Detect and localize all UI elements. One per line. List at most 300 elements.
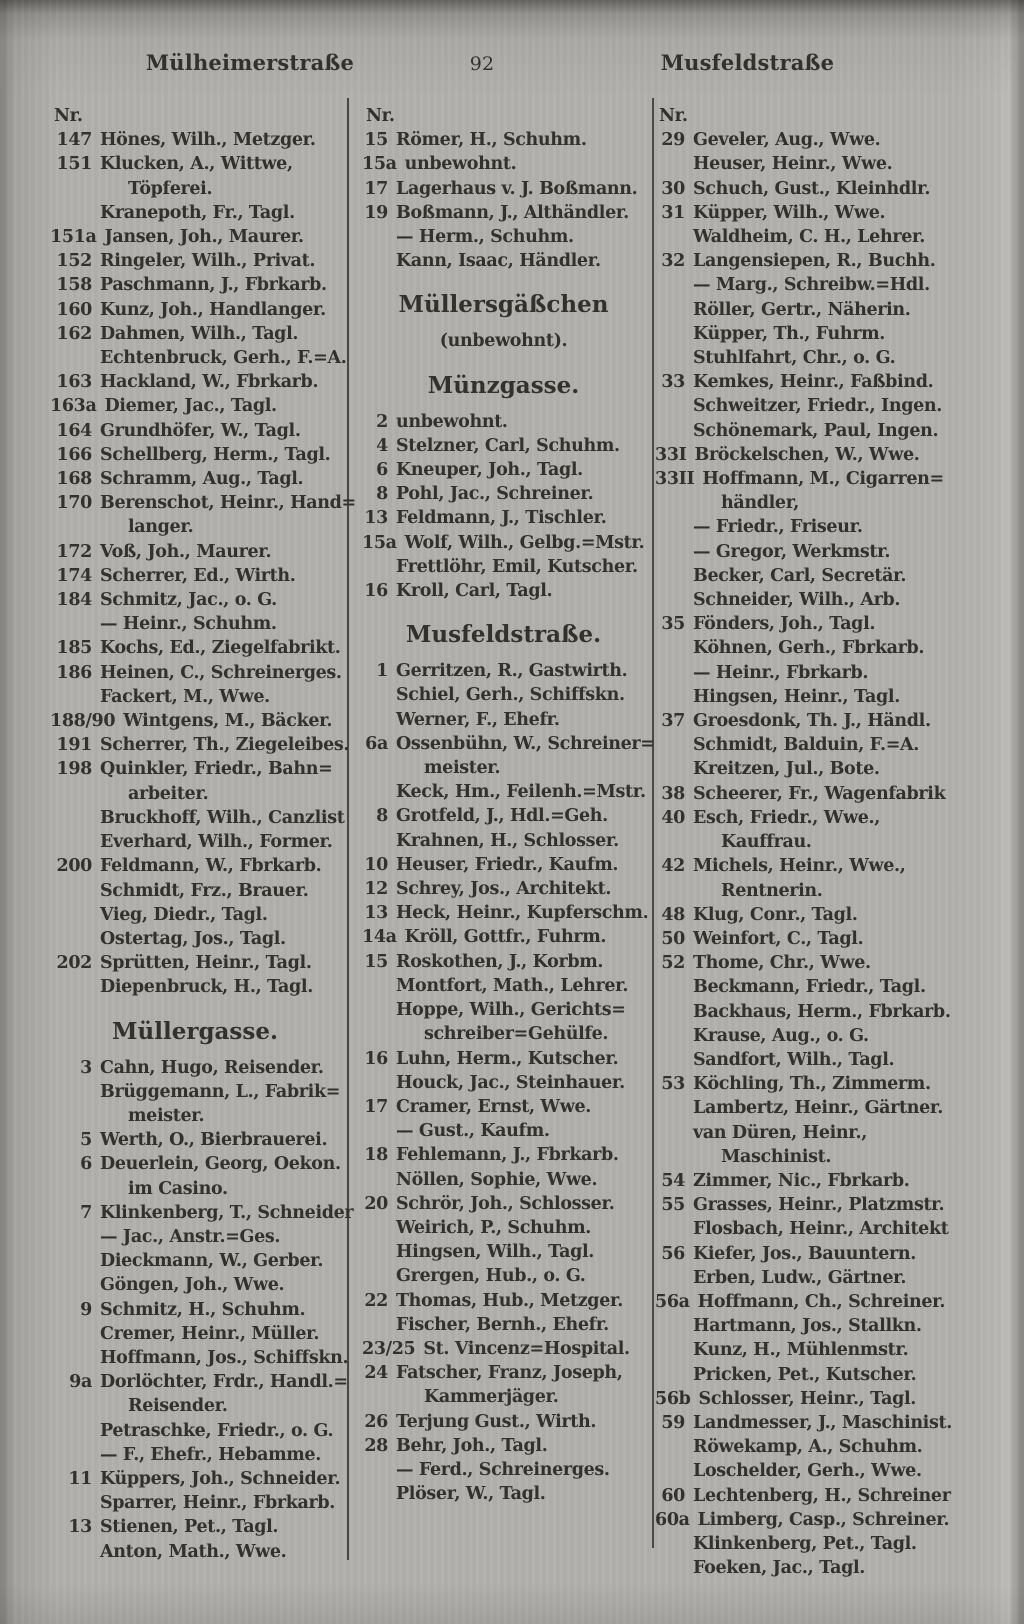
entry-line [362, 555, 645, 579]
resident-text: Hackland, W., Fbrkarb. [100, 372, 319, 393]
resident-text: — Gust., Kaufm. [396, 1121, 550, 1142]
resident-text: Scherrer, Th., Ziegeleibes. [100, 735, 350, 756]
directory-entry [655, 394, 1005, 418]
house-number: 56a [655, 1291, 690, 1312]
house-number: 184 [56, 590, 92, 611]
entry-line [50, 370, 340, 394]
entry-line [655, 1193, 1005, 1217]
house-number: 23/25 [362, 1338, 416, 1359]
house-number: 19 [364, 202, 388, 223]
resident-text: Klinkenberg, Pet., Tagl. [693, 1533, 917, 1554]
directory-entry [362, 853, 645, 877]
resident-text: Hönes, Wilh., Metzger. [100, 130, 316, 151]
entry-line [362, 877, 645, 901]
house-number: 30 [661, 178, 685, 199]
resident-text: Thomas, Hub., Metzger. [396, 1290, 623, 1311]
resident-text: Dahmen, Wilh., Tagl. [100, 323, 299, 344]
entry-line [655, 1532, 1005, 1556]
entry-line [362, 1410, 645, 1434]
house-number: 13 [364, 903, 388, 924]
house-number: 186 [56, 662, 92, 683]
directory-entry [50, 249, 340, 273]
resident-text: Hingsen, Wilh., Tagl. [396, 1242, 594, 1263]
resident-text: Zimmer, Nic., Fbrkarb. [693, 1170, 910, 1191]
entry-line [655, 806, 1005, 830]
directory-entry [50, 709, 340, 733]
entry-line [655, 1048, 1005, 1072]
entry-line [655, 757, 1005, 781]
house-number: 35 [661, 614, 685, 635]
resident-text: Stienen, Pet., Tagl. [100, 1517, 279, 1538]
resident-text: Brüggemann, L., Fabrik= [100, 1081, 341, 1102]
entry-line [50, 927, 340, 951]
resident-text: Lambertz, Heinr., Gärtner. [693, 1098, 943, 1119]
resident-text: Echtenbruck, Gerh., F.=A. [100, 348, 347, 369]
directory-entry [362, 1095, 645, 1119]
entry-line [50, 661, 340, 685]
house-number: 15 [364, 951, 388, 972]
directory-entry [362, 901, 649, 925]
resident-text: Heuser, Heinr., Wwe. [693, 154, 893, 175]
house-number: 53 [661, 1074, 685, 1095]
entry-line [362, 1168, 645, 1192]
house-number: 16 [364, 581, 388, 602]
directory-entry [655, 515, 1005, 539]
entry-line [50, 491, 356, 515]
entry-line [362, 829, 645, 853]
directory-entry [50, 685, 340, 709]
house-number: 40 [661, 807, 685, 828]
entry-line [362, 410, 645, 434]
entry-line [50, 249, 340, 273]
directory-entry [655, 467, 1005, 515]
entry-line [362, 1047, 645, 1071]
directory-entry [362, 1264, 645, 1288]
section-note: (unbewohnt). [439, 331, 568, 352]
entry-line [362, 925, 645, 949]
house-number: 56 [661, 1243, 685, 1264]
street-section-heading: Münzgasse. [427, 371, 580, 399]
entry-line [50, 1515, 340, 1539]
resident-text: Stuhlfahrt, Chr., o. G. [693, 348, 896, 369]
house-number: 174 [56, 565, 92, 586]
directory-entry [362, 128, 645, 152]
directory-entry [362, 1458, 645, 1482]
house-number: 6a [365, 733, 388, 754]
entry-line-continuation: langer. [128, 517, 194, 538]
entry-line [50, 394, 340, 418]
entry-line [655, 709, 1005, 733]
entry-line [50, 1249, 340, 1273]
directory-entry [50, 588, 340, 612]
resident-text: Erben, Ludw., Gärtner. [693, 1267, 907, 1288]
house-number: 54 [661, 1170, 685, 1191]
entry-line [655, 467, 1005, 491]
entry-line [50, 1298, 340, 1322]
house-number: 29 [661, 130, 685, 151]
directory-entry [50, 1201, 354, 1225]
entry-line [655, 1484, 1005, 1508]
resident-text: Römer, H., Schuhm. [396, 130, 587, 151]
resident-text: Schmitz, Jac., o. G. [100, 590, 277, 611]
resident-text: Feldmann, J., Tischler. [396, 508, 607, 529]
entry-line [50, 419, 340, 443]
resident-text: Petraschke, Friedr., o. G. [100, 1420, 334, 1441]
entry-line [655, 1169, 1005, 1193]
resident-text: Becker, Carl, Secretär. [693, 565, 907, 586]
resident-text: Dieckmann, W., Gerber. [100, 1251, 324, 1272]
entry-line [50, 1201, 354, 1225]
entry-line [655, 1387, 1005, 1411]
entry-line-continuation: im Casino. [128, 1178, 228, 1199]
directory-entry [50, 1467, 340, 1491]
directory-entry [362, 1289, 645, 1313]
resident-text: Gerritzen, R., Gastwirth. [396, 661, 628, 682]
directory-entry [655, 1411, 1005, 1435]
directory-entry [362, 708, 645, 732]
directory-entry [50, 1080, 340, 1128]
entry-line [50, 951, 340, 975]
entry-line-continuation: meister. [128, 1105, 205, 1126]
resident-text: Kemkes, Heinr., Faßbind. [693, 372, 934, 393]
resident-text: — Jac., Anstr.=Ges. [100, 1226, 281, 1247]
directory-entry [655, 709, 1005, 733]
house-number: 60 [661, 1485, 685, 1506]
resident-text: Heck, Heinr., Kupferschm. [396, 903, 649, 924]
house-number: 7 [80, 1202, 92, 1223]
resident-text: Wolf, Wilh., Gelbg.=Mstr. [404, 532, 645, 553]
house-number: 160 [56, 299, 92, 320]
house-number: 22 [364, 1290, 388, 1311]
entry-line [362, 1361, 645, 1385]
house-number: 5 [80, 1130, 92, 1151]
entry-line [50, 346, 347, 370]
resident-text: Hoffmann, Ch., Schreiner. [697, 1291, 946, 1312]
entry-line [362, 1289, 645, 1313]
directory-entry [50, 1491, 340, 1515]
resident-text: Keck, Hm., Feilenh.=Mstr. [396, 782, 646, 803]
directory-entry [655, 903, 1005, 927]
entry-line [50, 830, 340, 854]
entry-line [655, 1290, 1005, 1314]
resident-text: Nöllen, Sophie, Wwe. [396, 1169, 598, 1190]
entry-line [655, 1217, 1005, 1241]
resident-text: Röwekamp, A., Schuhm. [693, 1437, 923, 1458]
directory-entry [362, 1240, 645, 1264]
entry-line [655, 1338, 1005, 1362]
entry-line [655, 733, 1005, 757]
directory-entry [362, 804, 645, 828]
house-number: 202 [56, 953, 92, 974]
entry-line [50, 322, 340, 346]
entry-line [362, 804, 645, 828]
directory-entry [362, 579, 645, 603]
entry-line-continuation: Kammerjäger. [424, 1387, 559, 1408]
directory-entry [50, 1249, 340, 1273]
directory-entry [655, 782, 1005, 806]
resident-text: Fackert, M., Wwe. [100, 686, 270, 707]
entry-line [362, 732, 655, 756]
resident-text: Sprütten, Heinr., Tagl. [100, 953, 312, 974]
directory-entry [655, 975, 1005, 999]
directory-entry [50, 854, 340, 878]
directory-entry [362, 152, 645, 176]
directory-entry [362, 1410, 645, 1434]
resident-text: Sandfort, Wilh., Tagl. [693, 1049, 895, 1070]
directory-entry [655, 1338, 1005, 1362]
entry-line [362, 1071, 645, 1095]
entry-line [655, 273, 1005, 297]
house-number: 16 [364, 1048, 388, 1069]
entry-line [50, 564, 340, 588]
resident-text: Luhn, Herm., Kutscher. [396, 1048, 619, 1069]
directory-entry [50, 540, 340, 564]
directory-entry [50, 733, 350, 757]
directory-entry [362, 555, 645, 579]
directory-entry [655, 540, 1005, 564]
directory-entry [362, 1337, 645, 1361]
house-number: 163a [50, 396, 97, 417]
header-street-right: Musfeldstraße [660, 50, 835, 75]
directory-entry [362, 659, 645, 683]
directory-entry [50, 636, 340, 660]
entry-line [362, 201, 645, 225]
resident-text: Voß, Joh., Maurer. [100, 541, 272, 562]
directory-entry [50, 1225, 340, 1249]
resident-text: Sparrer, Heinr., Fbrkarb. [100, 1493, 335, 1514]
resident-text: Montfort, Math., Lehrer. [396, 975, 629, 996]
house-number: 6 [80, 1154, 92, 1175]
entry-line [362, 1458, 645, 1482]
street-section-heading: Musfeldstraße. [405, 621, 602, 649]
entry-line [655, 1000, 1005, 1024]
directory-entry [655, 733, 1005, 757]
resident-text: Foeken, Jac., Tagl. [693, 1558, 866, 1579]
resident-text: Fischer, Bernh., Ehefr. [396, 1314, 609, 1335]
resident-text: Houck, Jac., Steinhauer. [396, 1072, 625, 1093]
entry-line [655, 1314, 1005, 1338]
entry-line [655, 927, 1005, 951]
directory-entry [655, 249, 1005, 273]
directory-entry [362, 410, 645, 434]
directory-entry [655, 1193, 1005, 1217]
directory-entry [655, 854, 1005, 902]
resident-text: Kranepoth, Fr., Tagl. [100, 202, 295, 223]
entry-line-continuation: Töpferei. [128, 178, 213, 199]
entry-line [655, 1072, 1005, 1096]
directory-entry [655, 1072, 1005, 1096]
entry-line [362, 974, 645, 998]
house-number: 13 [364, 508, 388, 529]
directory-column-1 [50, 104, 356, 1564]
entry-line [362, 249, 645, 273]
directory-entry [655, 588, 1005, 612]
entry-line [362, 708, 645, 732]
resident-text: Scherrer, Ed., Wirth. [100, 565, 296, 586]
directory-entry [50, 757, 340, 805]
house-number: 55 [661, 1195, 685, 1216]
entry-line [362, 1313, 645, 1337]
house-number: 158 [56, 275, 92, 296]
resident-text: Hoffmann, M., Cigarren= [702, 469, 944, 490]
directory-entry [655, 128, 1005, 152]
directory-entry [655, 177, 1005, 201]
resident-text: Klug, Conr., Tagl. [693, 904, 858, 925]
entry-line [655, 1363, 1005, 1387]
entry-line [50, 709, 340, 733]
entry-line [655, 394, 1005, 418]
directory-entry [50, 419, 340, 443]
directory-entry [655, 1024, 1005, 1048]
entry-line [362, 950, 645, 974]
resident-text: Schmidt, Balduin, F.=A. [693, 735, 920, 756]
directory-entry [362, 683, 645, 707]
directory-entry [362, 434, 645, 458]
entry-line [362, 177, 645, 201]
directory-entry [655, 1532, 1005, 1556]
entry-line [655, 1096, 1005, 1120]
house-number: 42 [661, 856, 685, 877]
house-number: 185 [56, 638, 92, 659]
directory-entry [362, 1071, 645, 1095]
directory-entry [655, 273, 1005, 297]
directory-entry [50, 273, 340, 297]
house-number: 17 [364, 1096, 388, 1117]
directory-entry [50, 951, 340, 975]
resident-text: St. Vincenz=Hospital. [423, 1338, 630, 1359]
house-number: 15a [362, 154, 397, 175]
directory-entry [50, 1346, 349, 1370]
entry-line [362, 853, 645, 877]
directory-entry [50, 879, 340, 903]
house-number: 4 [376, 435, 388, 456]
resident-text: Kreitzen, Jul., Bote. [693, 759, 880, 780]
entry-line [655, 225, 1005, 249]
number-column-label: Nr. [54, 106, 83, 126]
resident-text: Fönders, Joh., Tagl. [693, 614, 876, 635]
street-section-heading: Müllersgäßchen [398, 291, 609, 319]
resident-text: Hartmann, Jos., Stallkn. [693, 1316, 922, 1337]
resident-text: unbewohnt. [396, 411, 508, 432]
resident-text: — Gregor, Werkmstr. [693, 541, 891, 562]
resident-text: Ossenbühn, W., Schreiner= [396, 733, 655, 754]
directory-entry [362, 829, 645, 853]
directory-entry [655, 951, 1005, 975]
entry-line [655, 636, 1005, 660]
resident-text: Jansen, Joh., Maurer. [104, 227, 304, 248]
directory-entry [50, 491, 356, 539]
directory-entry [50, 903, 340, 927]
resident-text: Kunz, H., Mühlenmstr. [693, 1340, 909, 1361]
entry-line [655, 782, 1005, 806]
resident-text: Feldmann, W., Fbrkarb. [100, 856, 322, 877]
directory-entry [655, 636, 1005, 660]
directory-entry [50, 370, 340, 394]
resident-text: Frettlöhr, Emil, Kutscher. [396, 556, 638, 577]
directory-entry [655, 1169, 1005, 1193]
entry-line [655, 419, 1005, 443]
directory-entry [655, 152, 1005, 176]
entry-line-continuation: Rentnerin. [721, 880, 823, 901]
resident-text: Schiel, Gerh., Schiffskn. [396, 685, 625, 706]
entry-line [50, 1273, 340, 1297]
resident-text: Kann, Isaac, Händler. [396, 251, 601, 272]
resident-text: — Heinr., Schuhm. [100, 614, 277, 635]
resident-text: Esch, Friedr., Wwe., [693, 807, 881, 828]
house-number: 9a [69, 1372, 92, 1393]
directory-entry [655, 1387, 1005, 1411]
entry-line [362, 458, 645, 482]
directory-entry [50, 830, 340, 854]
resident-text: Köchling, Th., Zimmerm. [693, 1074, 931, 1095]
entry-line [50, 443, 340, 467]
entry-line [655, 443, 1005, 467]
house-number: 168 [56, 469, 92, 490]
resident-text: Wintgens, M., Bäcker. [123, 711, 333, 732]
resident-text: Fatscher, Franz, Joseph, [396, 1363, 623, 1384]
resident-text: Kochs, Ed., Ziegelfabrikt. [100, 638, 341, 659]
resident-text: Grundhöfer, W., Tagl. [100, 420, 301, 441]
entry-line [655, 177, 1005, 201]
entry-line [655, 564, 1005, 588]
house-number: 26 [364, 1411, 388, 1432]
entry-line [362, 998, 645, 1022]
directory-entry [655, 443, 1005, 467]
directory-entry [362, 1361, 645, 1409]
directory-entry [50, 661, 340, 685]
house-number: 10 [364, 854, 388, 875]
entry-line [655, 685, 1005, 709]
entry-line [50, 152, 340, 176]
resident-text: Werth, O., Bierbrauerei. [100, 1130, 328, 1151]
directory-entry [655, 370, 1005, 394]
resident-text: Anton, Math., Wwe. [100, 1541, 287, 1562]
resident-text: — F., Ehefr., Hebamme. [100, 1444, 321, 1465]
resident-text: Everhard, Wilh., Former. [100, 832, 333, 853]
resident-text: Kneuper, Joh., Tagl. [396, 460, 583, 481]
resident-text: Kunz, Joh., Handlanger. [100, 299, 326, 320]
directory-entry [655, 419, 1005, 443]
resident-text: Pricken, Pet., Kutscher. [693, 1364, 917, 1385]
entry-line [50, 1491, 340, 1515]
entry-line [362, 683, 645, 707]
resident-text: Cramer, Ernst, Wwe. [396, 1096, 591, 1117]
resident-text: Küpper, Th., Fuhrm. [693, 323, 886, 344]
resident-text: Waldheim, C. H., Lehrer. [693, 227, 926, 248]
resident-text: Pohl, Jac., Schreiner. [396, 484, 594, 505]
resident-text: Grasses, Heinr., Platzmstr. [693, 1195, 945, 1216]
directory-entry [50, 1056, 340, 1080]
directory-entry [50, 1370, 348, 1418]
entry-line [362, 1337, 645, 1361]
resident-text: Behr, Joh., Tagl. [396, 1435, 548, 1456]
resident-text: Terjung Gust., Wirth. [396, 1411, 597, 1432]
resident-text: Ostertag, Jos., Tagl. [100, 928, 286, 949]
resident-text: Hoppe, Wilh., Gerichts= [396, 1000, 626, 1021]
resident-text: Hoffmann, Jos., Schiffskn. [100, 1347, 349, 1368]
directory-entry [50, 1273, 340, 1297]
house-number: 147 [56, 130, 92, 151]
house-number: 9 [80, 1299, 92, 1320]
house-number: 1 [376, 661, 388, 682]
resident-text: Göngen, Joh., Wwe. [100, 1275, 285, 1296]
directory-entry [362, 1168, 645, 1192]
entry-line [655, 1121, 1005, 1145]
entry-line [655, 249, 1005, 273]
house-number: 11 [68, 1468, 92, 1489]
resident-text: Schlosser, Heinr., Tagl. [698, 1388, 917, 1409]
house-number: 15a [362, 532, 397, 553]
